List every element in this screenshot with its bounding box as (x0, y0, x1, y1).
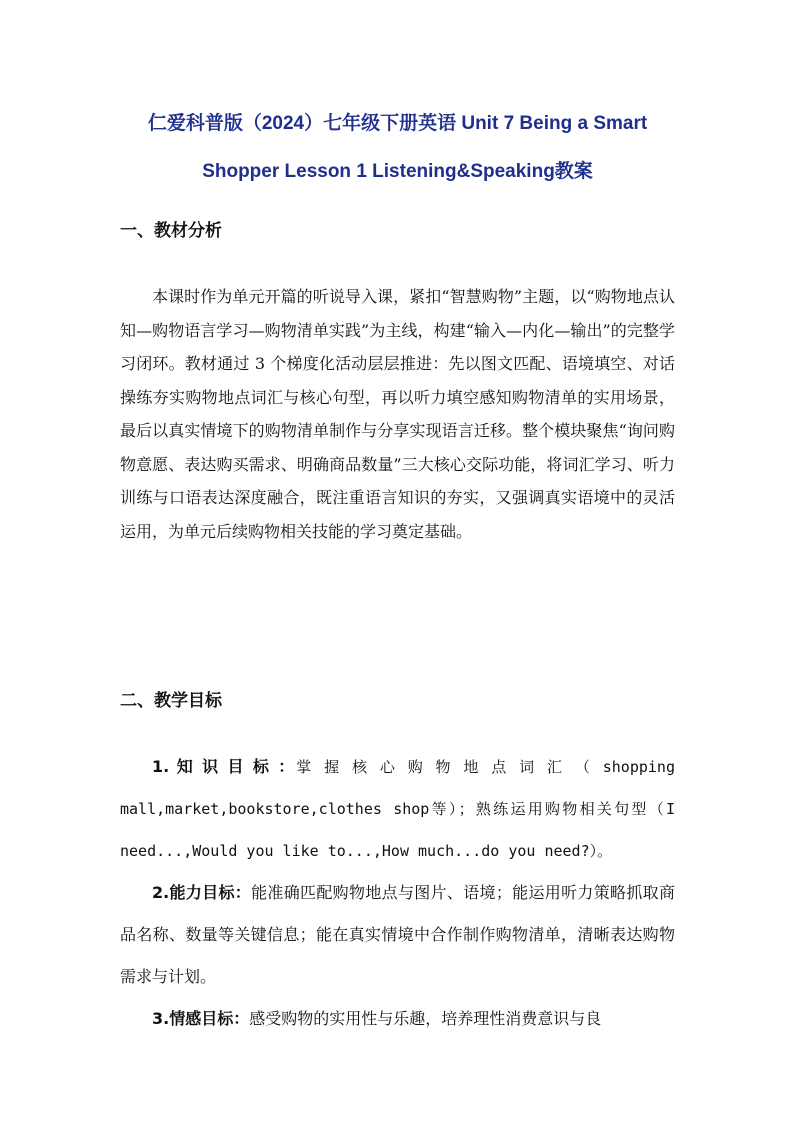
objective-label: 1. 知 识 目 标 ： (152, 757, 297, 776)
objective-text: 掌 握 核 心 购 物 地 点 词 汇 （ shopping mall,market,bookstore,clothes shop等）；熟练运用购物相关句型（I need...,Would you like to...,How much...do you need?）。 (120, 758, 675, 860)
section-heading-analysis: 一、教材分析 (120, 221, 222, 241)
objective-label: 3.情感目标： (152, 1009, 250, 1028)
section-heading-objectives: 二、教学目标 (120, 691, 222, 711)
objective-knowledge (120, 746, 675, 872)
objective-label: 2.能力目标： (152, 883, 252, 902)
objective-ability (120, 872, 675, 998)
objective-text: 能准确匹配购物地点与图片、语境；能运用听力策略抓取商品名称、数量等关键信息；能在真实情境中合作制作购物清单，清晰表达购物需求与计划。 (120, 883, 675, 986)
analysis-paragraph: 本课时作为单元开篇的听说导入课，紧扣“智慧购物”主题，以“购物地点认知—购物语言学习—购物清单实践”为主线，构建“输入—内化—输出”的完整学习闭环。教材通过 3 个梯度化活动层层推进：先以图文匹配、语境填空、对话操练夯实购物地点词汇与核心句型，再以听力填空感知购物清单的实用场景，最后以真实情境下的购物清单制作与分享实现语言迁移。整个模块聚焦“询问购物意愿、表达购买需求、明确商品数量”三大核心交际功能，将词汇学习、听力训练与口语表达深度融合，既注重语言知识的夯实，又强调真实语境中的灵活运用，为单元后续购物相关技能的学习奠定基础。 (120, 287, 675, 541)
objective-emotion (120, 998, 675, 1040)
objective-text: 感受购物的实用性与乐趣，培养理性消费意识与良 (249, 1009, 602, 1028)
document-title: 仁爱科普版（2024）七年级下册英语 Unit 7 Being a Smart Shopper Lesson 1 Listening&Speaking教案 (147, 113, 648, 182)
